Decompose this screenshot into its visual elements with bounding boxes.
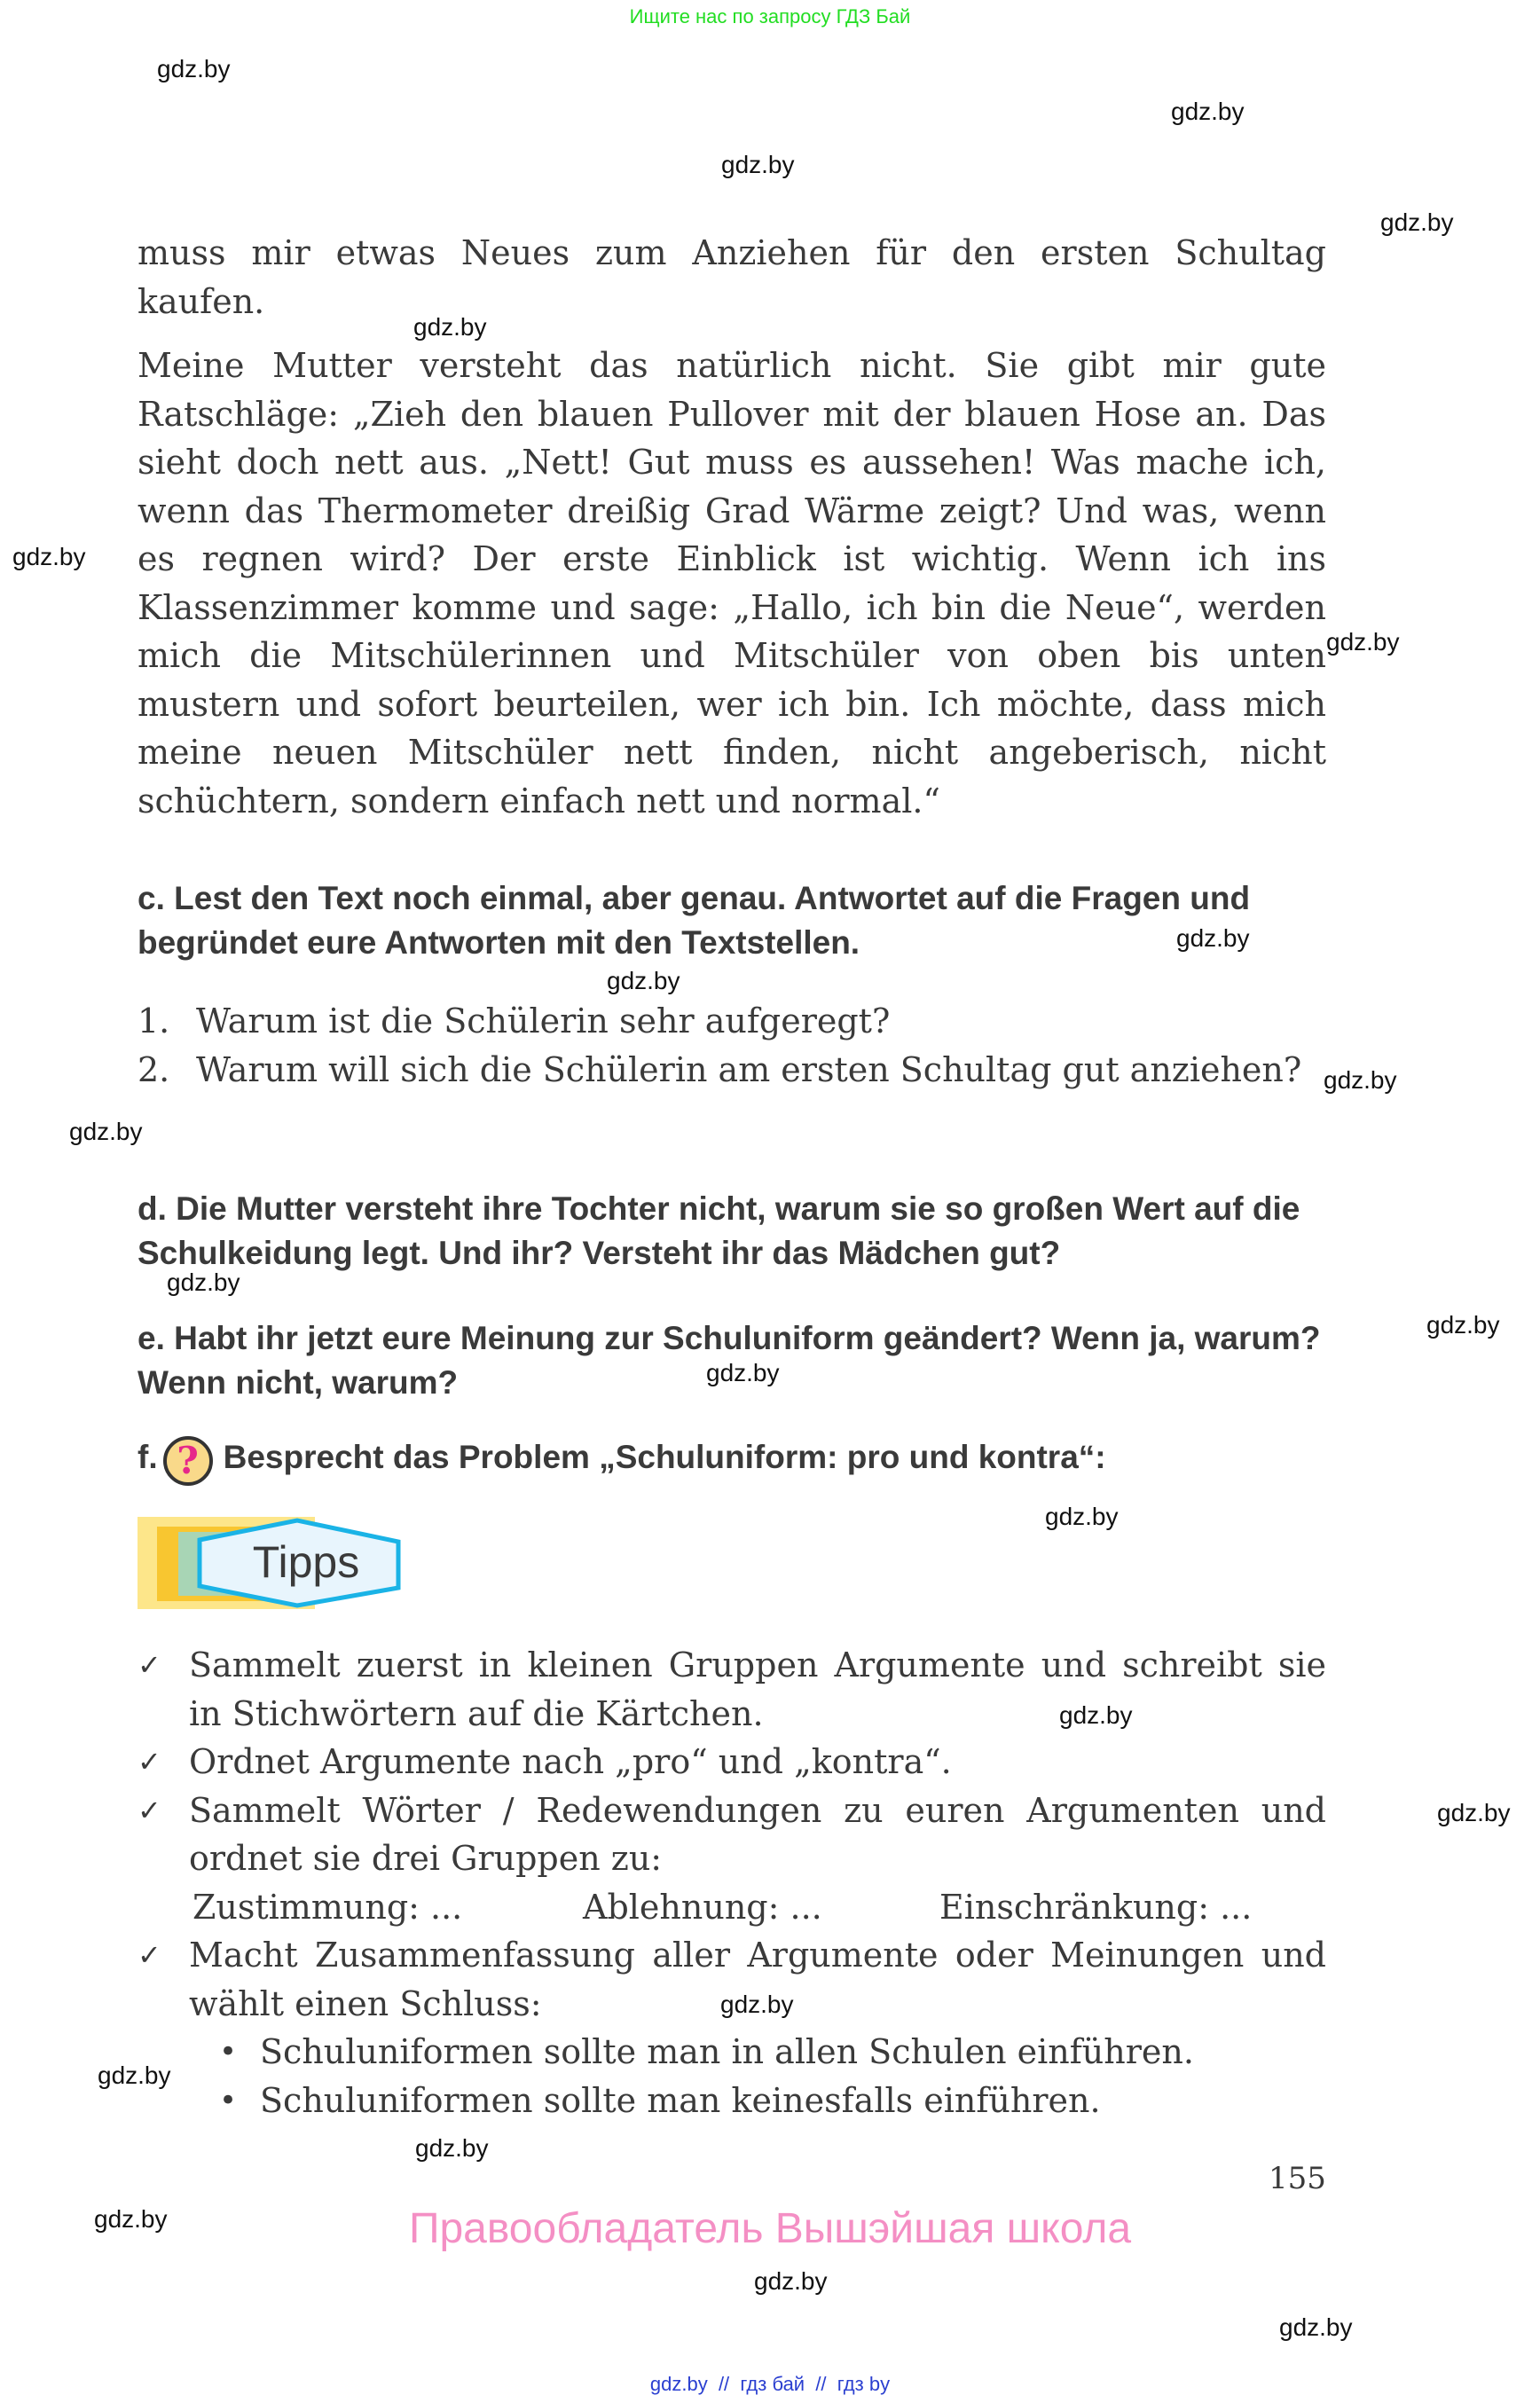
passage-paragraph-1: muss mir etwas Neues zum Anziehen für den ersten Schultag kaufen. [138,233,1326,321]
question-text: Warum will sich die Schülerin am ersten Schultag gut anziehen? [196,1049,1302,1089]
conclusion-list [138,2028,1326,2124]
conclusion-item [219,2077,1326,2125]
task-d-instruction: d. Die Mutter versteht ihre Tochter nicht, warum sie so großen Wert auf die Schulkeidung legt. Und ihr? Versteht ihr das Mädchen gut? [138,1190,1300,1271]
watermark: gdz.by [1326,628,1400,656]
watermark: gdz.by [12,543,86,570]
watermark: gdz.by [1176,924,1250,952]
watermark: gdz.by [69,1118,143,1145]
question-mark-icon: ? [163,1436,213,1486]
passage-paragraph-2: Meine Mutter versteht das natürlich nicht. Sie gibt mir gute Ratschläge: „Zieh den blauen Pullover mit der blauen Hose an. Das sieht doch nett aus. „Nett! Gut muss es aussehen! Was mache ich, wenn das Thermometer dreißig Grad Wärme zeigt? Und was, wenn es regnen wird? Der erste Einblick ist wichtig. Wenn ich ins Klassenzimmer komme und sage: „Hallo, ich bin die Neue“, werden mich die Mitschülerinnen und Mitschüler von oben bis unten mustern und sofort beurteilen, wer ich bin. Ich möchte, dass mich meine neuen Mitschüler nett finden, nicht angeberisch, nicht schüchtern, sondern einfach nett und normal.“ [138,346,1326,821]
checklist-item [138,1931,1326,2028]
task-c-questions [138,997,1326,1094]
reading-passage [138,229,1326,825]
task-f-instruction [138,1435,1326,1486]
watermark: gdz.by [721,151,795,178]
conclusion-item [219,2028,1326,2077]
watermark: gdz.by [1279,2313,1353,2341]
watermark: gdz.by [754,2267,828,2295]
checkmark-icon: ✓ [138,1648,161,1682]
watermark: gdz.by [94,2205,168,2233]
question-number: 2. [138,1049,170,1089]
task-f-label: f. [138,1439,158,1475]
watermark: gdz.by [1059,1701,1133,1729]
watermark: gdz.by [607,967,680,994]
tipps-label: Tipps [252,1537,360,1587]
checklist-text: Sammelt Wörter / Redewendungen zu euren Argumenten und ordnet sie drei Gruppen zu: [189,1790,1326,1878]
tipps-banner [138,1517,404,1609]
group-einschraenkung: Einschränkung: ... [939,1887,1253,1927]
checkmark-icon: ✓ [138,1938,161,1972]
task-c-instruction: c. Lest den Text noch einmal, aber genau. Antwortet auf die Fragen und begründet eure Antworten mit den Textstellen. [138,880,1251,961]
watermark: gdz.by [415,2134,489,2162]
checkmark-icon: ✓ [138,1745,161,1779]
bullet-icon: • [219,2034,238,2069]
question-number: 1. [138,1001,170,1041]
watermark: gdz.by [720,1991,794,2018]
watermark: gdz.by [1426,1311,1500,1339]
checklist-item [138,1738,1326,1787]
watermark: gdz.by [1380,208,1454,236]
watermark: gdz.by [1324,1066,1397,1094]
checkmark-icon: ✓ [138,1793,161,1827]
watermark: gdz.by [1437,1799,1511,1826]
group-ablehnung: Ablehnung: ... [583,1887,822,1927]
watermark: gdz.by [706,1359,780,1386]
top-banner[interactable]: Ищите нас по запросу ГДЗ Бай [629,5,911,27]
checklist-text: Ordnet Argumente nach „pro“ und „kontra“. [189,1742,952,1781]
watermark: gdz.by [167,1268,240,1296]
bullet-icon: • [219,2082,238,2118]
checklist-text: Macht Zusammenfassung aller Argumente oder Meinungen und wählt einen Schluss: [189,1936,1326,2023]
checklist-item [138,1787,1326,1883]
checklist-text: Sammelt zuerst in kleinen Gruppen Argumente und schreibt sie in Stichwörtern auf die Kärtchen. [189,1645,1326,1733]
tipps-checklist [138,1641,1326,2124]
task-f-text: Besprecht das Problem „Schuluniform: pro und kontra“: [223,1439,1106,1475]
group-zustimmung: Zustimmung: ... [192,1887,463,1927]
conclusion-text: Schuluniformen sollte man in allen Schulen einführen. [260,2032,1194,2071]
question-text: Warum ist die Schülerin sehr aufgeregt? [196,1001,891,1041]
watermark: gdz.by [1045,1503,1119,1530]
checklist-item [138,1641,1326,1738]
question-item [138,1046,1326,1095]
watermark: gdz.by [157,55,231,82]
task-e-instruction: e. Habt ihr jetzt eure Meinung zur Schuluniform geändert? Wenn ja, warum? Wenn nicht, warum? [138,1320,1321,1401]
watermark: gdz.by [413,313,487,341]
argument-groups [138,1883,1326,1932]
footer-links[interactable]: gdz.by // гдз бай // гдз by [649,2373,891,2395]
copyright-notice: Правообладатель Вышэйшая школа [408,2205,1132,2252]
watermark: gdz.by [98,2061,171,2089]
watermark: gdz.by [1171,98,1245,125]
question-item [138,997,1326,1046]
conclusion-text: Schuluniformen sollte man keinesfalls einführen. [260,2080,1101,2120]
page-number: 155 [1269,2161,1326,2196]
